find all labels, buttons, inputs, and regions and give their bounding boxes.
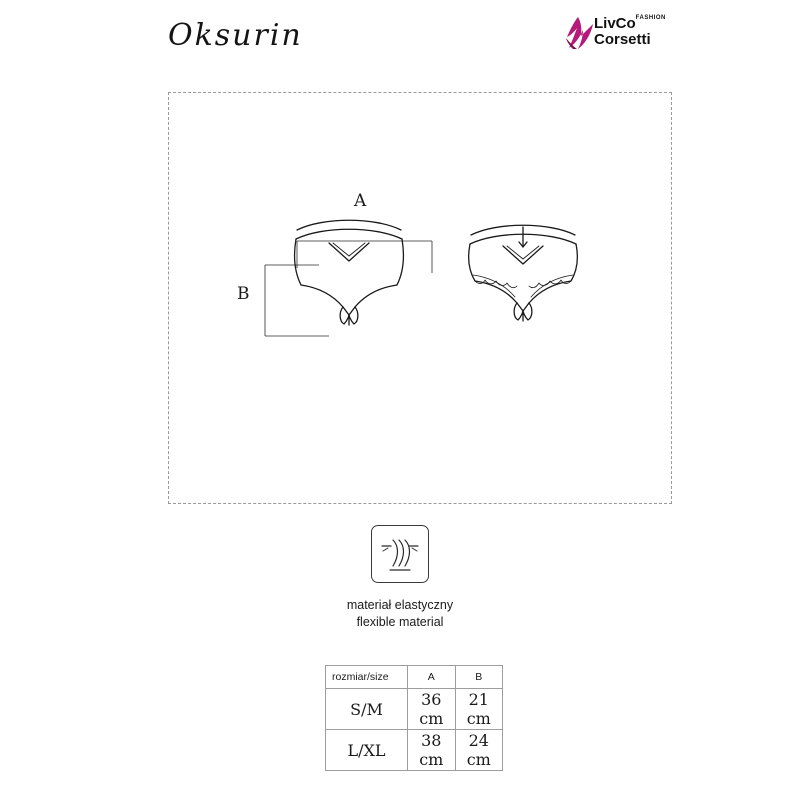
table-row xyxy=(326,689,503,730)
table-row xyxy=(326,730,503,771)
table-header-a: A xyxy=(408,666,455,689)
size-table xyxy=(325,665,503,771)
elastic-material-icon xyxy=(371,525,429,583)
brand-line-1: LivCo xyxy=(594,15,636,32)
table-header-b: B xyxy=(455,666,502,689)
brand-line-2: Corsetti xyxy=(594,30,651,48)
cell-a: 36 cm xyxy=(408,689,455,730)
material-info-block xyxy=(0,525,800,631)
material-caption-en: flexible material xyxy=(356,614,444,629)
garment-front-view xyxy=(265,203,445,353)
page-title: Oksurin xyxy=(168,18,303,53)
cell-size: S/M xyxy=(326,689,408,730)
material-caption-pl: materiał elastyczny xyxy=(346,598,454,612)
cell-b: 24 cm xyxy=(455,730,502,771)
cell-a: 38 cm xyxy=(408,730,455,771)
brand-wordmark xyxy=(594,16,666,48)
brand-logo xyxy=(564,12,672,56)
brand-mark-icon xyxy=(564,16,594,50)
table-header-size: rozmiar/size xyxy=(326,666,408,689)
dimension-label-b: B xyxy=(237,284,250,304)
cell-size: L/XL xyxy=(326,730,408,771)
material-caption xyxy=(0,597,800,631)
garment-back-view xyxy=(453,213,633,363)
brand-superscript: FASHION xyxy=(635,15,666,21)
dimension-label-a: A xyxy=(354,191,367,211)
table-header-row xyxy=(326,666,503,689)
diagram-panel xyxy=(168,92,672,504)
cell-b: 21 cm xyxy=(455,689,502,730)
